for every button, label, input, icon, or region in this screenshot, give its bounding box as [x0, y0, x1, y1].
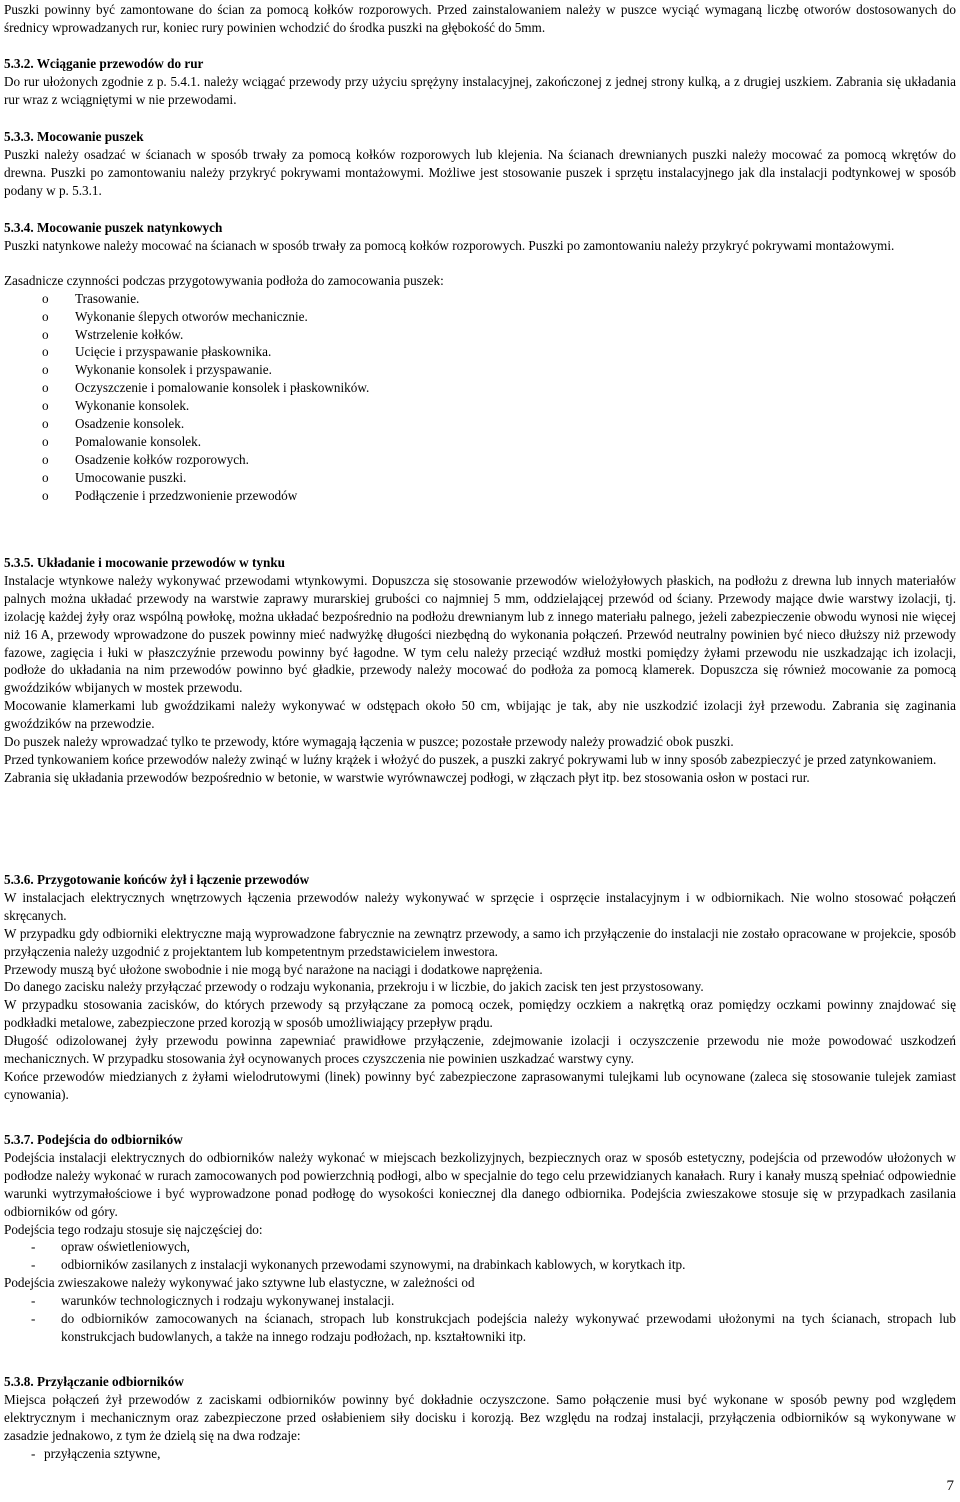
paragraph: Przed tynkowaniem końce przewodów należy zwinąć w luźny krążek i włożyć do puszek, a puszki zakryć pokrywami lub w inny sposób zabezpieczyć je przed zatynkowaniem.	[4, 751, 937, 767]
list-intro: Zasadnicze czynności podczas przygotowywania podłoża do zamocowania puszek:	[4, 272, 444, 288]
list-item-text: Ucięcie i przyspawanie płaskownika.	[75, 344, 272, 360]
list-item	[4, 469, 956, 487]
bullet-marker: o	[42, 451, 49, 467]
section-heading: 5.3.8. Przyłączanie odbiorników	[4, 1374, 184, 1389]
connection-types-list	[4, 1445, 956, 1463]
list-item	[4, 397, 956, 415]
paragraph: W przypadku stosowania zacisków, do których przewody są przyłączane za pomocą oczek, pomiędzy oczkiem a nakrętką oraz pomiędzy oczkami powinny znajdować się podkładki metalowe, zabezpieczone przed korozją w sposób umożliwiający przepływ prądu.	[4, 997, 956, 1031]
bullet-marker: o	[42, 290, 49, 306]
paragraph: Przewody muszą być ułożone swobodnie i nie mogą być narażone na naciągi i dodatkowe naprężenia.	[4, 961, 543, 977]
section-5-3-4	[4, 219, 956, 505]
list-item	[4, 361, 956, 379]
list-item	[4, 379, 956, 397]
dash-marker: -	[31, 1239, 36, 1255]
list-item-text: przyłączenia sztywne,	[44, 1445, 161, 1461]
section-heading: 5.3.7. Podejścia do odbiorników	[4, 1132, 183, 1147]
section-heading: 5.3.3. Mocowanie puszek	[4, 129, 144, 144]
paragraph: Zabrania się układania przewodów bezpośrednio w betonie, w warstwie wyrównawczej podłogi, w złączach płyt itp. bez stosowania osłon w postaci rur.	[4, 769, 810, 785]
list-item-text: Wykonanie konsolek.	[75, 398, 190, 414]
bullet-marker: o	[42, 326, 49, 342]
list-item-text: Osadzenie kołków rozporowych.	[75, 451, 249, 467]
page-number: 7	[946, 1478, 954, 1494]
bullet-marker: o	[42, 433, 49, 449]
paragraph: W przypadku gdy odbiorniki elektryczne mają wyprowadzone fabrycznie na zewnątrz przewody, a samo ich przyłączenie do instalacji nie zostało opracowane w projekcie, sposób przyłączenia należy uzgodnić z projektantem lub kompetentnym przedstawicielem inwestora.	[4, 925, 956, 959]
list-item-text: do odbiorników zamocowanych na ścianach, stropach lub konstrukcjach podejścia należy wykonywać przewodami ułożonymi na tych ścianach, stropach lub konstrukcjach budowlanych, a także na innego rodzaju podłożach, np. kształtowniki itp.	[61, 1311, 956, 1344]
section-heading: 5.3.5. Układanie i mocowanie przewodów w tynku	[4, 555, 285, 570]
list-item	[4, 290, 956, 308]
dash-marker: -	[31, 1293, 36, 1309]
section-heading: 5.3.2. Wciąganie przewodów do rur	[4, 56, 204, 71]
paragraph: Długość odizolowanej żyły przewodu powinna zapewniać prawidłowe przyłączenie, zdejmowanie izolacji i oczyszczenie przewodu nie może powodować uszkodzeń mechanicznych. W przypadku stosowania żył ocynowanych proces czyszczenia nie powinien uszkadzać warstwy cyny.	[4, 1033, 956, 1067]
dash-marker: -	[31, 1257, 36, 1273]
paragraph: Miejsca połączeń żył przewodów z zaciskami odbiorników powinny być dokładnie oczyszczone. Samo połączenie musi być wykonane w sposób pewny pod względem elektrycznym i mechanicznym oraz zabezpieczone przed osłabieniem siły docisku i korozją. Bez względu na rodzaj instalacji, przyłączenia odbiorników są wykonywane w zasadzie jednakowo, z tym że dzielą się na dwa rodzaje:	[4, 1391, 956, 1443]
bullet-marker: o	[42, 416, 49, 432]
list-item-text: Oczyszczenie i pomalowanie konsolek i płaskowników.	[75, 380, 370, 396]
bullet-marker: o	[42, 362, 49, 378]
section-5-3-6	[4, 871, 956, 1104]
list-item-text: odbiorników zasilanych z instalacji wykonanych przewodami szynowymi, na drabinkach kablowych, w korytkach itp.	[61, 1257, 686, 1273]
paragraph: Puszki powinny być zamontowane do ścian za pomocą kołków rozporowych. Przed zainstalowaniem należy w puszce wyciąć wymaganą liczbę otworów dostosowanych do średnicy wprowadzanych rur, koniec rury powinien wchodzić do środka puszki na głębokość do 5mm.	[4, 2, 956, 35]
list-item-text: Wykonanie konsolek i przyspawanie.	[75, 362, 272, 378]
list-item	[4, 1445, 956, 1463]
list-item-text: opraw oświetleniowych,	[61, 1239, 190, 1255]
section-heading: 5.3.6. Przygotowanie końców żył i łączenie przewodów	[4, 872, 310, 887]
list-item-text: Wykonanie ślepych otworów mechanicznie.	[75, 308, 308, 324]
list-item-text: Trasowanie.	[75, 290, 140, 306]
list-item	[4, 1238, 956, 1256]
paragraph: Do danego zacisku należy przyłączać przewody o rodzaju wykonania, przekroju i w liczbie, do jakich zacisk ten jest przystosowany.	[4, 979, 704, 995]
dash-marker: -	[31, 1445, 36, 1461]
hanger-conditions-list	[4, 1292, 956, 1346]
paragraph: Do puszek należy wprowadzać tylko te przewody, które wymagają łączenia w puszce; pozostałe przewody należy prowadzić obok puszki.	[4, 734, 734, 750]
paragraph: Puszki należy osadzać w ścianach w sposób trwały za pomocą kołków rozporowych lub klejenia. Na ścianach drewnianych puszki należy mocować za pomocą wkrętów do drewna. Puszki po zamontowaniu należy przykryć pokrywami montażowymi. Możliwe jest stosowanie puszek i sprzętu instalacyjnego jak dla instalacji podtynkowej w sposób podany w p. 5.3.1.	[4, 146, 956, 198]
section-5-3-8	[4, 1373, 956, 1463]
list-item-text: Pomalowanie konsolek.	[75, 433, 201, 449]
list-item-text: Osadzenie konsolek.	[75, 416, 185, 432]
bullet-marker: o	[42, 308, 49, 324]
section-heading: 5.3.4. Mocowanie puszek natynkowych	[4, 220, 223, 235]
paragraph: Końce przewodów miedzianych z żyłami wielodrutowymi (linek) powinny być zabezpieczone zaprasowanymi tulejkami lub ocynowane (zaleca się stosowanie tulejek zamiast cynowania).	[4, 1068, 956, 1102]
list-item	[4, 1256, 956, 1274]
paragraph: Instalacje wtynkowe należy wykonywać przewodami wtynkowymi. Dopuszcza się stosowanie przewodów wielożyłowych płaskich, na podłożu z drewna lub innych materiałów palnych można układać przewody na warstwie zaprawy murarskiej grubości co najmniej 5 mm, oddzielającej przewód od ściany. Przewody mające dwie warstwy izolacji, tj. izolację każdej żyły oraz wspólną powłokę, można układać bezpośrednio na podłożu drewnianym lub z innego materiału palnego, jeżeli zabezpieczenie obwodu wynosi nie więcej niż 16 A, przewody wprowadzone do puszek powinny mieć nadwyżkę długości niezbędną do wykonania połączeń. Przewód neutralny powinien być nieco dłuższy niż przewody fazowe, zagięcia i łuki w płaszczyźnie przewodu powinny być łagodne. W tym celu należy przeciąć wzdłuż mostki pomiędzy żyłami przewodu nie uszkadzając ich izolacji, podłoże do układania na nim przewodów powinno być gładkie, przewody należy mocować do podłoża za pomocą klamerek. Dopuszcza się również mocowanie za pomocą gwoździków wbijanych w mostek przewodu.	[4, 572, 956, 696]
section-5-3-3	[4, 128, 956, 200]
paragraph: Podejścia tego rodzaju stosuje się najczęściej do:	[4, 1221, 263, 1237]
list-item	[4, 1292, 956, 1310]
bullet-marker: o	[42, 487, 49, 503]
list-item-text: Podłączenie i przedzwonienie przewodów	[75, 487, 298, 503]
paragraph: Mocowanie klamerkami lub gwoździkami należy wykonywać w odstępach około 50 cm, wbijając je tak, aby nie uszkodzić izolacji żył przewodu. Zabrania się zaginania gwoździków na przewodzie.	[4, 698, 956, 732]
section-5-3-2	[4, 55, 956, 109]
paragraph: Do rur ułożonych zgodnie z p. 5.4.1. należy wciągać przewody przy użyciu sprężyny instalacyjnej, zakończonej z jednej strony kulką, a z drugiej uszkiem. Zabrania się układania rur wraz z wciągniętymi w nie przewodami.	[4, 73, 956, 107]
list-item	[4, 326, 956, 344]
bullet-marker: o	[42, 398, 49, 414]
paragraph: Puszki natynkowe należy mocować na ścianach w sposób trwały za pomocą kołków rozporowych. Puszki po zamontowaniu należy przykryć pokrywami montażowymi.	[4, 237, 895, 253]
list-item	[4, 433, 956, 451]
list-item	[4, 343, 956, 361]
preparation-steps-list	[4, 290, 956, 505]
paragraph: Podejścia zwieszakowe należy wykonywać jako sztywne lub elastyczne, w zależności od	[4, 1275, 475, 1291]
paragraph: Podejścia instalacji elektrycznych do odbiorników należy wykonać w miejscach bezkolizyjnych, bezpiecznych oraz w sposób estetyczny, podejścia od przewodów ułożonych w podłodze należy wykonać w rurach zamocowanych pod powierzchnią podłogi, albo w specjalnie do tego celu przewidzianych kanałach. Rury i kanały muszą spełniać odpowiednie warunki wytrzymałościowe i być wyprowadzone ponad podłogę do wysokości koniecznej dla danego odbiornika. Podejścia zwieszakowe stosuje się w przypadkach zasilania odbiorników od góry.	[4, 1149, 956, 1219]
list-item	[4, 415, 956, 433]
list-item-text: Wstrzelenie kołków.	[75, 326, 184, 342]
bullet-marker: o	[42, 344, 49, 360]
list-item	[4, 1310, 956, 1346]
list-item-text: warunków technologicznych i rodzaju wykonywanej instalacji.	[61, 1293, 395, 1309]
section-5-3-5	[4, 554, 956, 787]
intro-section	[4, 1, 956, 37]
list-item-text: Umocowanie puszki.	[75, 469, 187, 485]
bullet-marker: o	[42, 380, 49, 396]
receivers-list	[4, 1238, 956, 1274]
bullet-marker: o	[42, 469, 49, 485]
paragraph: W instalacjach elektrycznych wnętrzowych łączenia przewodów należy wykonywać w sprzęcie i osprzęcie instalacyjnym i w odbiornikach. Nie wolno stosować połączeń skręcanych.	[4, 889, 956, 923]
list-item	[4, 487, 956, 505]
section-5-3-7	[4, 1131, 956, 1346]
list-item	[4, 308, 956, 326]
dash-marker: -	[31, 1311, 36, 1327]
list-item	[4, 451, 956, 469]
